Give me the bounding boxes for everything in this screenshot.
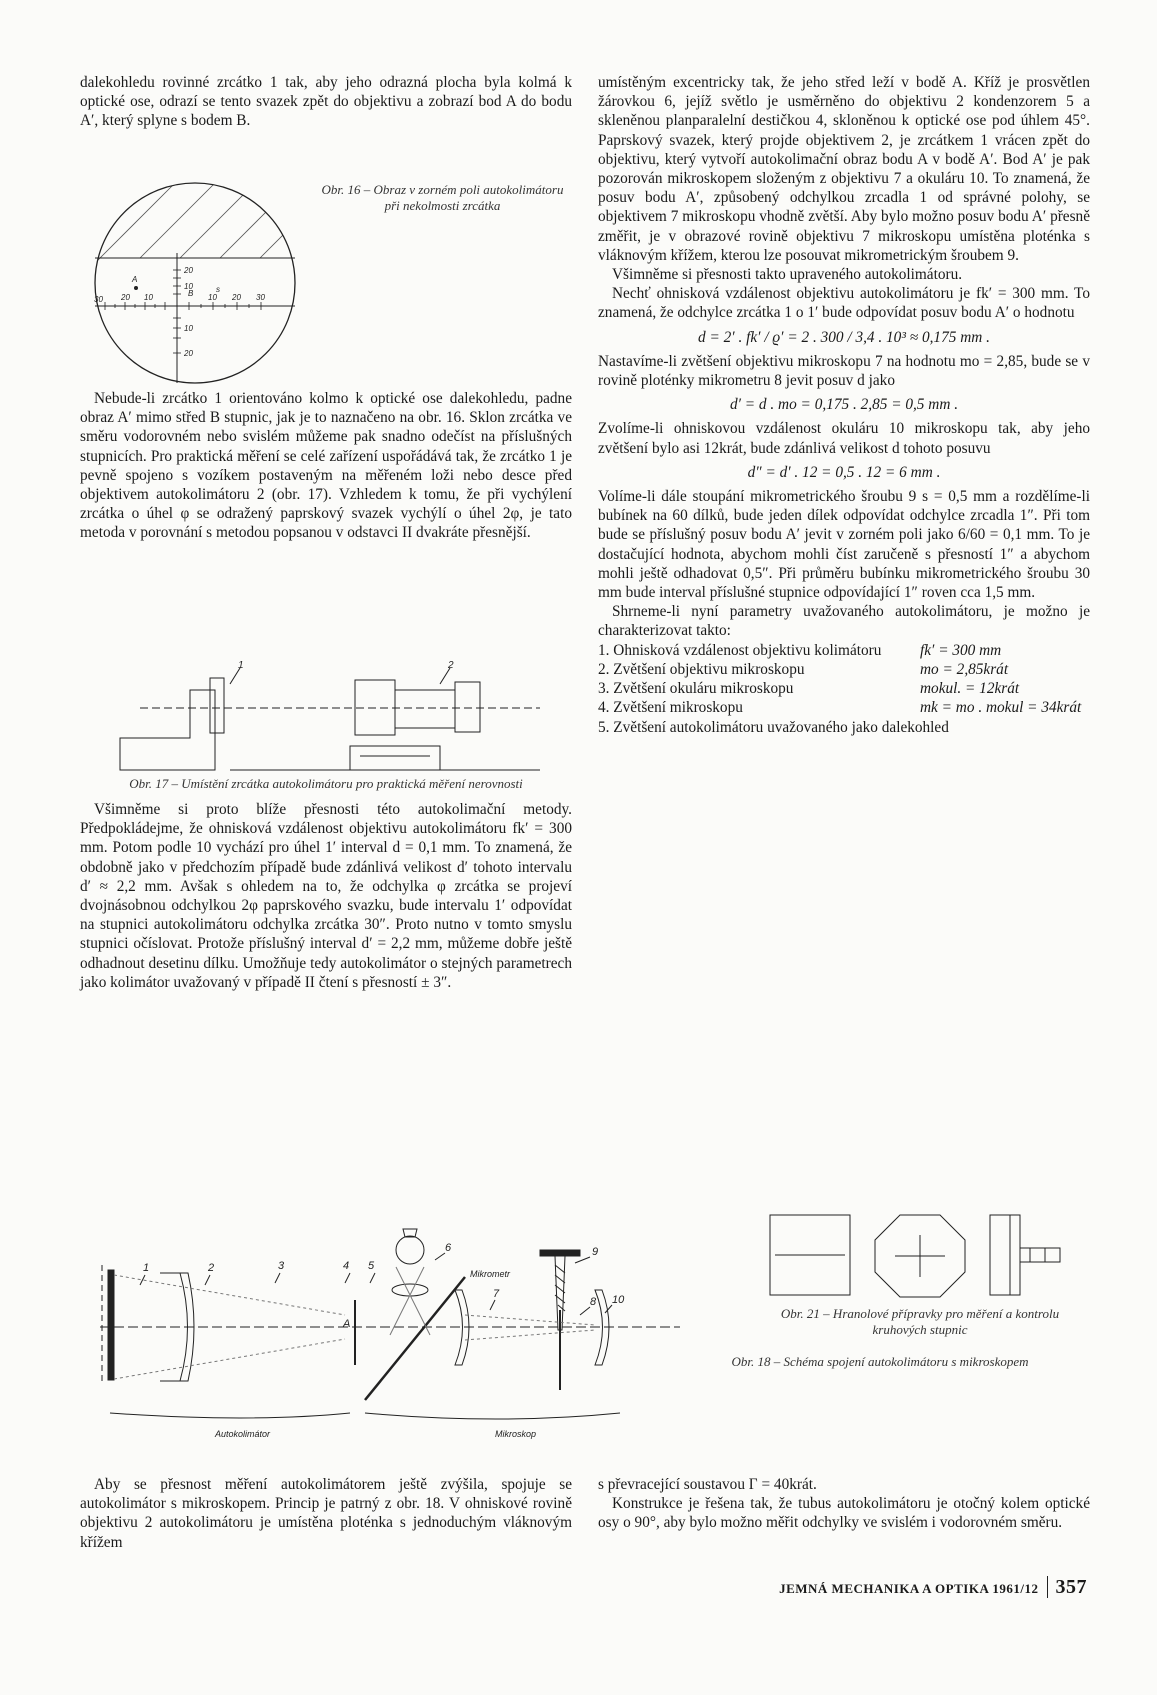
param-label: 2. Zvětšení objektivu mikroskopu <box>598 660 805 678</box>
label-8: 8 <box>590 1296 597 1308</box>
paragraph: Nechť ohnisková vzdálenost objektivu autokolimátoru je fk′ = 300 mm. To znamená, že odchylce zrcátka 1 o 1′ bude odpovídat posuv bodu A′ o hodnotu <box>598 285 1090 322</box>
figure-17 <box>110 660 550 780</box>
paragraph: Volíme-li dále stoupání mikrometrického šroubu 9 s = 0,5 mm a rozdělíme-li bubínek na 60 dílků, bude jeden dílek odpovídat odchylce zrcadla 1″. Při tom bude se příslušný posuv bodu A′ jevit v zorném poli jako 6/60 = 0,1 mm. To je dostačující hodnota, abychom mohli číst zaručeně s přesností 1″ a abychom mohli ještě odhadovat 0,5″. Při průměru bubínku mikrometrického šroubu 30 mm bude interval příslušné stupnice odpovídající 1″ roven cca 1,5 mm. <box>598 488 1090 602</box>
label-mikrometr: Mikrometr <box>470 1269 510 1279</box>
label-autokolimator: Autokolimátor <box>215 1429 271 1439</box>
caption-fig16: Obr. 16 – Obraz v zorném poli autokolimátoru při nekolmosti zrcátka <box>321 182 564 213</box>
label-1: 1 <box>143 1262 150 1274</box>
equation-1: d = 2′ . fk′ / ϱ′ = 2 . 300 / 3,4 . 10³ ≈ 0,175 mm . <box>698 328 990 346</box>
label-a: A <box>132 275 138 284</box>
param-row <box>598 679 1090 698</box>
label-3: 3 <box>278 1260 285 1272</box>
paragraph: Všimněme si proto blíže přesnosti této autokolimační metody. Předpokládejme, že ohnisková vzdálenost objektivu autokolimátoru fk′ = 300 mm. Potom podle 10 vychází pro úhel 1′ interval d = 0,1 mm. To znamená, že obdobně jako v předchozím případě bude zdánlivá velikost d′ tohoto intervalu d′ ≈ 2,2 mm. Avšak s ohledem na to, že odchylka φ zrcátka se projeví dvojnásobnou odchylkou 2φ paprskového svazku, bude intervalu 1′ odpovídat na stupnici autokolimátoru odchylka zrcátka 30″. Proto nutno v tomto smyslu stupnici očíslovat. Protože příslušný interval d′ = 2,2 mm, můžeme dobře ještě odhadnout desetinu dílku. Umožňuje tedy autokolimátor o stejných parametrech jako kolimátor uvažovaný v případě II čtení s přesností ± 3″. <box>80 801 572 991</box>
param-label: 1. Ohnisková vzdálenost objektivu kolimátoru <box>598 641 882 659</box>
tick: 20 <box>121 293 130 302</box>
page-footer <box>779 1576 1087 1599</box>
equation-2: d′ = d . mo = 0,175 . 2,85 = 0,5 mm . <box>729 396 959 414</box>
left-column-cont2 <box>80 800 572 992</box>
param-value: mo = 2,85krát <box>920 660 1009 678</box>
param-row <box>598 641 1090 660</box>
paragraph: Nebude-li zrcátko 1 orientováno kolmo k optické ose dalekohledu, padne obraz A′ mimo střed B stupnic, jak je to naznačeno na obr. 16. Sklon zrcátka ve směru vodorovném nebo svislém můžeme pak snadno odečíst na příslušných stupnicích. Pro praktická měření se celé zařízení uspořádává tak, že zrcátko 1 je pevně spojeno s vozíkem postaveným na měřeném loži nebo desce před objektivem autokolimátoru 2 (obr. 17). Vzhledem k tomu, že při vychýlení zrcátka o úhel φ se odražený paprskový svazek vychýlí o úhel 2φ, je tato metoda v porovnání s metodou popsanou v odstavci II dvakráte přesnější. <box>80 390 572 542</box>
label-4: 4 <box>343 1260 350 1272</box>
caption-fig21: Obr. 21 – Hranolové přípravky pro měření a kontrolu kruhových stupnic <box>780 1306 1060 1337</box>
tick: 30 <box>256 293 265 302</box>
label-b: B <box>188 289 194 298</box>
paragraph: umístěným excentricky tak, že jeho střed leží v bodě A. Kříž je prosvětlen žárovkou 6, jejíž světlo je usměrněno do objektivu 2 kondenzorem 5 a skleněnou planparalelní destičkou 4, skloněnou k optické ose pod úhlem 45°. Paprskový svazek, který projde objektivem 2, je zrcátkem 1 vrácen zpět do objektivu, který vytvoří autokolimační obraz bodu A v bodě A′. Bod A′ je pak pozorován mikroskopem složeným z objektivu 7 a okuláru 10. To znamená, že posuv bodu A′, způsobený odchylkou zrcadla 1 od správné polohy, se objektivem 7 mikroskopu vhodně zvětší. Aby bylo možno posuv bodu A′ přesně změřit, je v obrazové rovině objektivu 7 mikroskopu umístěna ploténka s vláknovým křížem, kterou lze posouvat mikrometrickým šroubem 9. <box>598 74 1090 264</box>
label-s: s <box>216 285 220 294</box>
journal-name: JEMNÁ MECHANIKA A OPTIKA 1961/12 <box>779 1581 1039 1596</box>
label-9: 9 <box>592 1246 599 1258</box>
label-10: 10 <box>612 1294 625 1306</box>
paragraph: Aby se přesnost měření autokolimátorem ještě zvýšila, spojuje se autokolimátor s mikroskopem. Princip je patrný z obr. 18. V ohniskové rovině objektivu 2 autokolimátoru je umístěna ploténka s jednoduchým vláknovým křížem <box>80 1476 572 1551</box>
tick: 10 <box>144 293 153 302</box>
figure-18 <box>100 1215 680 1460</box>
bottom-left-text <box>80 1475 572 1552</box>
paragraph: Shrneme-li nyní parametry uvažovaného autokolimátoru, je možno je charakterizovat takto: <box>598 603 1090 640</box>
label-6: 6 <box>445 1242 452 1254</box>
tick: 20 <box>184 266 193 275</box>
tick: 20 <box>232 293 241 302</box>
label-2: 2 <box>208 1262 215 1274</box>
label-7: 7 <box>493 1288 500 1300</box>
right-column <box>598 73 1090 737</box>
param-row <box>598 698 1090 717</box>
caption-fig18: Obr. 18 – Schéma spojení autokolimátoru s mikroskopem <box>731 1354 1029 1369</box>
left-column <box>80 73 572 131</box>
param-label: 3. Zvětšení okuláru mikroskopu <box>598 680 794 698</box>
figure-21 <box>765 1210 1085 1300</box>
tick: 20 <box>184 349 193 358</box>
paragraph: Zvolíme-li ohniskovou vzdálenost okuláru 10 mikroskopu tak, aby jeho zvětšení bylo asi 12krát, bude zdánlivá velikost d tohoto posuvu <box>598 420 1090 457</box>
left-column-cont <box>80 389 572 543</box>
figure-16 <box>80 178 310 388</box>
label-1: 1 <box>238 660 244 671</box>
label-2: 2 <box>448 660 454 671</box>
paragraph: Nastavíme-li zvětšení objektivu mikroskopu 7 na hodnotu mo = 2,85, bude se v rovině ploténky mikrometru 8 jevit posuv d jako <box>598 352 1090 390</box>
param-value: fk′ = 300 mm <box>920 641 1002 659</box>
page-number: 357 <box>1047 1576 1088 1598</box>
equation-3: d″ = d′ . 12 = 0,5 . 12 = 6 mm . <box>747 463 941 481</box>
label-mikroskop: Mikroskop <box>495 1429 537 1439</box>
label-5: 5 <box>368 1260 375 1272</box>
paragraph: Všimněme si přesnosti takto upraveného autokolimátoru. <box>612 266 963 284</box>
tick: 30 <box>94 295 103 304</box>
label-a: A <box>343 1318 351 1330</box>
tick: 10 <box>184 282 193 291</box>
caption-fig17: Obr. 17 – Umístění zrcátka autokolimátoru pro praktická měření nerovnosti <box>129 776 523 791</box>
paragraph: 5. Zvětšení autokolimátoru uvažovaného jako dalekohled <box>598 718 949 736</box>
paragraph: Konstrukce je řešena tak, že tubus autokolimátoru je otočný kolem optické osy o 90°, aby bylo možno měřit odchylky ve svislém i vodorovném směru. <box>598 1495 1090 1532</box>
paragraph: s převracející soustavou Γ = 40krát. <box>598 1476 817 1493</box>
bottom-right-text <box>598 1475 1090 1533</box>
paragraph: dalekohledu rovinné zrcátko 1 tak, aby jeho odrazná plocha byla kolmá k optické ose, odrazí se tento svazek zpět do objektivu a zobrazí bod A do bodu A′, který splyne s bodem B. <box>80 74 572 130</box>
param-label: 4. Zvětšení mikroskopu <box>598 699 743 717</box>
tick: 10 <box>208 293 217 302</box>
param-row <box>598 660 1090 679</box>
tick: 10 <box>184 324 193 333</box>
param-value: mokul. = 12krát <box>920 680 1020 698</box>
param-value: mk = mo . mokul = 34krát <box>920 699 1082 717</box>
